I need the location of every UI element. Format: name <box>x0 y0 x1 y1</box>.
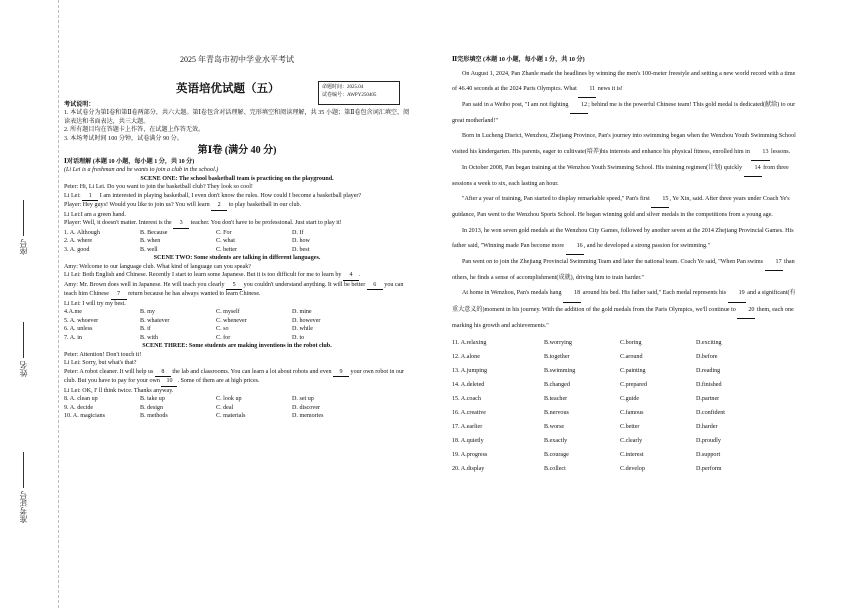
answer-option: 18. A.quietly <box>452 437 484 444</box>
passage-paragraph: In October 2008, Pan began training at the Wenzhou Youth Swimming School. His training regimen(计划) quickly 14 from three sessions a week to six, each lasting an hour. <box>452 161 798 192</box>
answer-option: D.harder <box>696 423 718 430</box>
answer-option: C.around <box>620 353 643 360</box>
passage-paragraph: On August 1, 2024, Pan Zhanle made the headlines by winning the men's 100-meter freestyle and setting a new world record with a time of 46.40 seconds at the 2024 Paris Olympics. What 11 news it is! <box>452 67 798 98</box>
option-row <box>452 406 798 420</box>
answer-option: C. deal <box>216 404 234 411</box>
answer-option: 1. A. Although <box>64 229 100 236</box>
dialogue-line: Peter: A robot cleaner. It will help us 8 the lab and classrooms. You can learn a lot about robots and even 9 your own robot in our club. But you have to pay for your own 10 . Some of them are at high prices. <box>64 368 410 387</box>
answer-blank: 15 <box>651 192 669 208</box>
answer-option: C.better <box>620 423 640 430</box>
scene-title: SCENE ONE: The school basketball team is practicing on the playground. <box>140 175 334 182</box>
answer-blank: 9 <box>333 368 349 378</box>
dialogue-line: Player: Hey guys! Would you like to join us? You will learn 2 to play basketball in our club. <box>64 201 410 211</box>
answer-option: 16. A.creative <box>452 409 487 416</box>
option-row <box>452 392 798 406</box>
answer-blank: 8 <box>155 368 171 378</box>
answer-blank: 11 <box>578 82 596 98</box>
main-title: 英语培优试题（五） <box>176 83 280 95</box>
passage-paragraph: "After a year of training, Pan started to display remarkable speed," Pan's first 15, Ye Xin, said. After three years under Coach Ye's guidance, Pan went to the Wenzhou Sports School. He began winning gold and silver medals in the competitions from a young age. <box>452 192 798 223</box>
option-row <box>452 434 798 448</box>
answer-option: D.perform <box>696 465 722 472</box>
answer-option: 4.A.me <box>64 309 82 315</box>
left-column <box>64 56 410 421</box>
option-row <box>64 395 410 404</box>
scene-title: SCENE TWO: Some students are talking in different languages. <box>153 255 321 261</box>
question-options <box>64 395 410 421</box>
question-options <box>64 229 410 255</box>
answer-option: D. If <box>292 229 304 236</box>
answer-option: B.swimming <box>544 367 576 374</box>
option-row <box>64 404 410 413</box>
answer-option: 3. A. good <box>64 246 90 253</box>
answer-option: 12. A.alone <box>452 353 480 360</box>
answer-option: B. when <box>140 238 161 244</box>
answer-option: C.guide <box>620 395 640 402</box>
option-row <box>64 229 410 238</box>
answer-option: C.painting <box>620 367 646 374</box>
answer-option: D. memories <box>292 413 324 419</box>
dialogue-line: Li Lei:I am a green hand. <box>64 211 126 218</box>
answer-option: B.changed <box>544 381 570 388</box>
answer-option: D. discover <box>292 404 321 411</box>
answer-option: B.worrying <box>544 339 572 346</box>
answer-option: 10. A. magicians <box>64 413 105 419</box>
dialogue-line: Player: Well, it doesn't matter. Interest is the 3 teacher. You don't have to be professional. Just start to play it! <box>64 219 410 229</box>
answer-option: D. while <box>292 326 313 332</box>
answer-blank: 10 <box>161 377 177 387</box>
answer-option: B. with <box>140 334 158 341</box>
question-options <box>452 336 798 476</box>
answer-option: B.teacher <box>544 395 568 402</box>
passage-paragraph: Pan said in a Weibo post, "I am not fighting 12; behind me is the powerful Chinese team! This gold medal is dedicated(献给) to our great motherland!" <box>452 98 798 129</box>
answer-option: D. set up <box>292 396 314 402</box>
option-row <box>64 308 410 317</box>
answer-option: D.confident <box>696 409 725 416</box>
option-row <box>64 317 410 326</box>
part-one-title: 第Ⅰ卷 (满分 40 分) <box>197 145 277 156</box>
answer-option: B.exactly <box>544 437 568 444</box>
instructions-title: 考试说明： <box>64 101 95 108</box>
answer-option: C.develop <box>620 465 645 472</box>
answer-option: C. myself <box>216 309 240 315</box>
answer-option: C. look up <box>216 396 242 402</box>
option-row <box>64 412 410 421</box>
option-row <box>452 364 798 378</box>
passage-paragraph: Born in Lucheng Disrict, Wenzhou, Zhejiang Province, Pan's journey into swimming began when the Wenzhou Youth Swimming School visited his kindergarten. His parents, eager to cultivate(培养)his interests and enhance his physical fitness, enrolled him in 13 lessons. <box>452 129 798 160</box>
answer-option: C. better <box>216 246 237 253</box>
answer-blank: 18 <box>563 286 581 302</box>
answer-option: B. take up <box>140 396 165 402</box>
answer-option: D.reading <box>696 367 721 374</box>
dialogue-line: Peter: Hi, Li Lei. Do you want to join the basketball club? They look so cool! <box>64 184 253 190</box>
instruction-line: 2. 所有题目均在答题卡上作答，在试题上作答无效。 <box>64 127 205 133</box>
answer-option: 5. A. whoever <box>64 317 99 324</box>
answer-blank: 4 <box>343 271 359 281</box>
question-options <box>64 308 410 342</box>
option-row <box>452 462 798 476</box>
answer-option: C.prepared <box>620 381 647 388</box>
answer-option: B. my <box>140 309 155 315</box>
answer-blank: 20 <box>737 303 755 319</box>
answer-option: C. so <box>216 326 229 332</box>
answer-option: D.proudly <box>696 437 721 444</box>
answer-option: D.finished <box>696 381 722 388</box>
seat-field[interactable]: 座号 <box>18 200 29 255</box>
answer-blank: 5 <box>226 281 242 291</box>
instruction-line: 1. 本试卷分为第Ⅰ卷和第Ⅱ卷两部分，共六大题。第Ⅰ卷包含对话理解、完形填空和阅读理解，共 35 小题；第Ⅱ卷包含词汇填空、阅读表达和书面表达，共三大题。 <box>64 110 410 125</box>
answer-blank: 19 <box>728 286 746 302</box>
exam-title: 2025 年青岛市初中学业水平考试 <box>180 55 294 64</box>
section-two-title: Ⅱ完形填空 (本题 10 小题，每小题 1 分，共 10 分) <box>452 57 585 63</box>
answer-option: B. whatever <box>140 317 170 324</box>
answer-option: 15. A.coach <box>452 395 481 402</box>
answer-option: C. materials <box>216 413 246 419</box>
option-row <box>64 334 410 343</box>
answer-option: B. design <box>140 404 164 411</box>
answer-option: D. best <box>292 246 310 253</box>
option-row <box>64 325 410 334</box>
binding-margin <box>0 0 59 608</box>
answer-blank: 7 <box>111 290 127 300</box>
instruction-line: 3. 本场考试时间 100 分钟，试卷满分 90 分。 <box>64 135 183 142</box>
right-column <box>452 56 798 476</box>
scene-title: SCENE THREE: Some students are making inventions in the robot club. <box>142 343 332 349</box>
exam-info-box <box>318 81 400 105</box>
answer-option: 17. A.earlier <box>452 423 483 430</box>
answer-option: 6. A. unless <box>64 326 93 332</box>
answer-option: B.worse <box>544 423 565 430</box>
answer-option: 9. A. decide <box>64 404 94 411</box>
answer-option: D.exciting <box>696 339 722 346</box>
passage-paragraph: Pan went on to join the Zhejiang Provincial Swimming Team and later the national team. Coach Ye said, "When Pan swims 17 than others, he finds a sense of accomplishment(成就), driving him to train harder." <box>452 255 798 286</box>
answer-option: D.partner <box>696 395 720 402</box>
answer-option: B. well <box>140 246 158 253</box>
answer-option: D.before <box>696 353 718 360</box>
answer-option: 2. A. where <box>64 238 93 244</box>
section-one-title: Ⅰ对话理解 (本题 10 小题，每小题 1 分，共 10 分) <box>64 158 195 165</box>
answer-blank: 16 <box>566 239 584 255</box>
option-row <box>452 448 798 462</box>
option-row <box>452 420 798 434</box>
answer-option: C. for <box>216 334 231 341</box>
answer-option: C. whenever <box>216 317 247 324</box>
dialogue-line: Li Lei: OK, I' ll think twice. Thanks anyway. <box>64 387 174 394</box>
answer-option: C.famous <box>620 409 644 416</box>
exam-id: 试卷编号：AWPY250405 <box>322 93 377 98</box>
answer-option: 14. A.deleted <box>452 381 485 388</box>
answer-blank: 12 <box>570 98 588 114</box>
answer-option: B.nervous <box>544 409 569 416</box>
answer-option: C.clearly <box>620 437 643 444</box>
answer-option: 19. A.progress <box>452 451 488 458</box>
dialogue-line: Li Lei: I will try my best. <box>64 300 126 307</box>
dialogue-line: Amy: Welcome to our language club. What kind of language can you speak? <box>64 263 251 270</box>
answer-option: B. Because <box>140 229 168 236</box>
passage-paragraph: In 2013, he won seven gold medals at the Wenzhou City Games, followed by another seven at the 2014 Zhejiang Provincial Games. His father said, "Winning made Pan become more 16, and he developed a strong passion for swimming." <box>452 224 798 255</box>
option-row <box>452 336 798 350</box>
answer-option: 11. A.relaxing <box>452 339 487 346</box>
answer-option: 7. A. in <box>64 334 82 341</box>
answer-blank: 14 <box>744 161 762 177</box>
dialogue-line: Li Lei: Both English and Chinese. Recently I start to learn some Japanese. But it is too difficult for me to learn by 4 . <box>64 271 410 281</box>
section-intro: (Li Lei is a freshman and he wants to join a club in the school.) <box>64 167 219 173</box>
answer-option: B.collect <box>544 465 566 472</box>
dialogue-line: Li Lei: Sorry, but what's that? <box>64 360 137 366</box>
answer-option: 20. A.display <box>452 465 485 472</box>
option-row <box>64 246 410 255</box>
dialogue-line: Amy: Mr. Brown does well in Japanese. He will teach you clearly 5 you couldn't understand anything. It will be better 6 you can teach him Chinese 7 return because he has always wanted to learn Chinese. <box>64 281 410 300</box>
answer-blank: 17 <box>765 255 783 271</box>
passage-paragraph: At home in Wenzhou, Pan's medals hang 18 around his bed. His father said," Each medal represents his 19 and a significant(有重大意义的)moment in his journey. With the addition of the gold medals from the Paris Olympics, we'll continue to 20 them, each one marking his growth and achievements." <box>452 286 798 334</box>
answer-option: B. methods <box>140 413 168 419</box>
dialogue-line: Peter: Attention! Don't touch it! <box>64 351 142 358</box>
answer-option: C. For <box>216 229 232 236</box>
answer-option: D. how <box>292 238 310 244</box>
answer-option: D. however <box>292 317 321 324</box>
answer-option: 8. A. clean up <box>64 396 98 402</box>
answer-option: B.courage <box>544 451 569 458</box>
answer-option: C.interest <box>620 451 644 458</box>
answer-blank: 3 <box>173 219 189 229</box>
answer-blank: 1 <box>82 192 98 202</box>
name-field[interactable]: 姓名 <box>18 322 29 377</box>
answer-option: C. what <box>216 238 235 244</box>
answer-blank: 6 <box>367 281 383 291</box>
answer-option: D. to <box>292 334 305 341</box>
answer-option: B. if <box>140 326 151 332</box>
answer-option: C.boring <box>620 339 642 346</box>
exam-date: 命题时间：2025.04 <box>322 85 364 90</box>
option-row <box>452 350 798 364</box>
option-row <box>64 237 410 246</box>
answer-blank: 13 <box>751 145 769 161</box>
dialogue-line: Li Lei: 1 I am interested in playing basketball, I even don't know the rules. How could I become a basketball player? <box>64 192 410 202</box>
ticket-number-field[interactable]: 准考证号 <box>18 452 29 523</box>
answer-option: D.support <box>696 451 721 458</box>
option-row <box>452 378 798 392</box>
answer-option: D. mine <box>292 309 312 315</box>
answer-blank: 2 <box>211 201 227 211</box>
answer-option: 13. A.jumping <box>452 367 488 374</box>
answer-option: B.together <box>544 353 570 360</box>
